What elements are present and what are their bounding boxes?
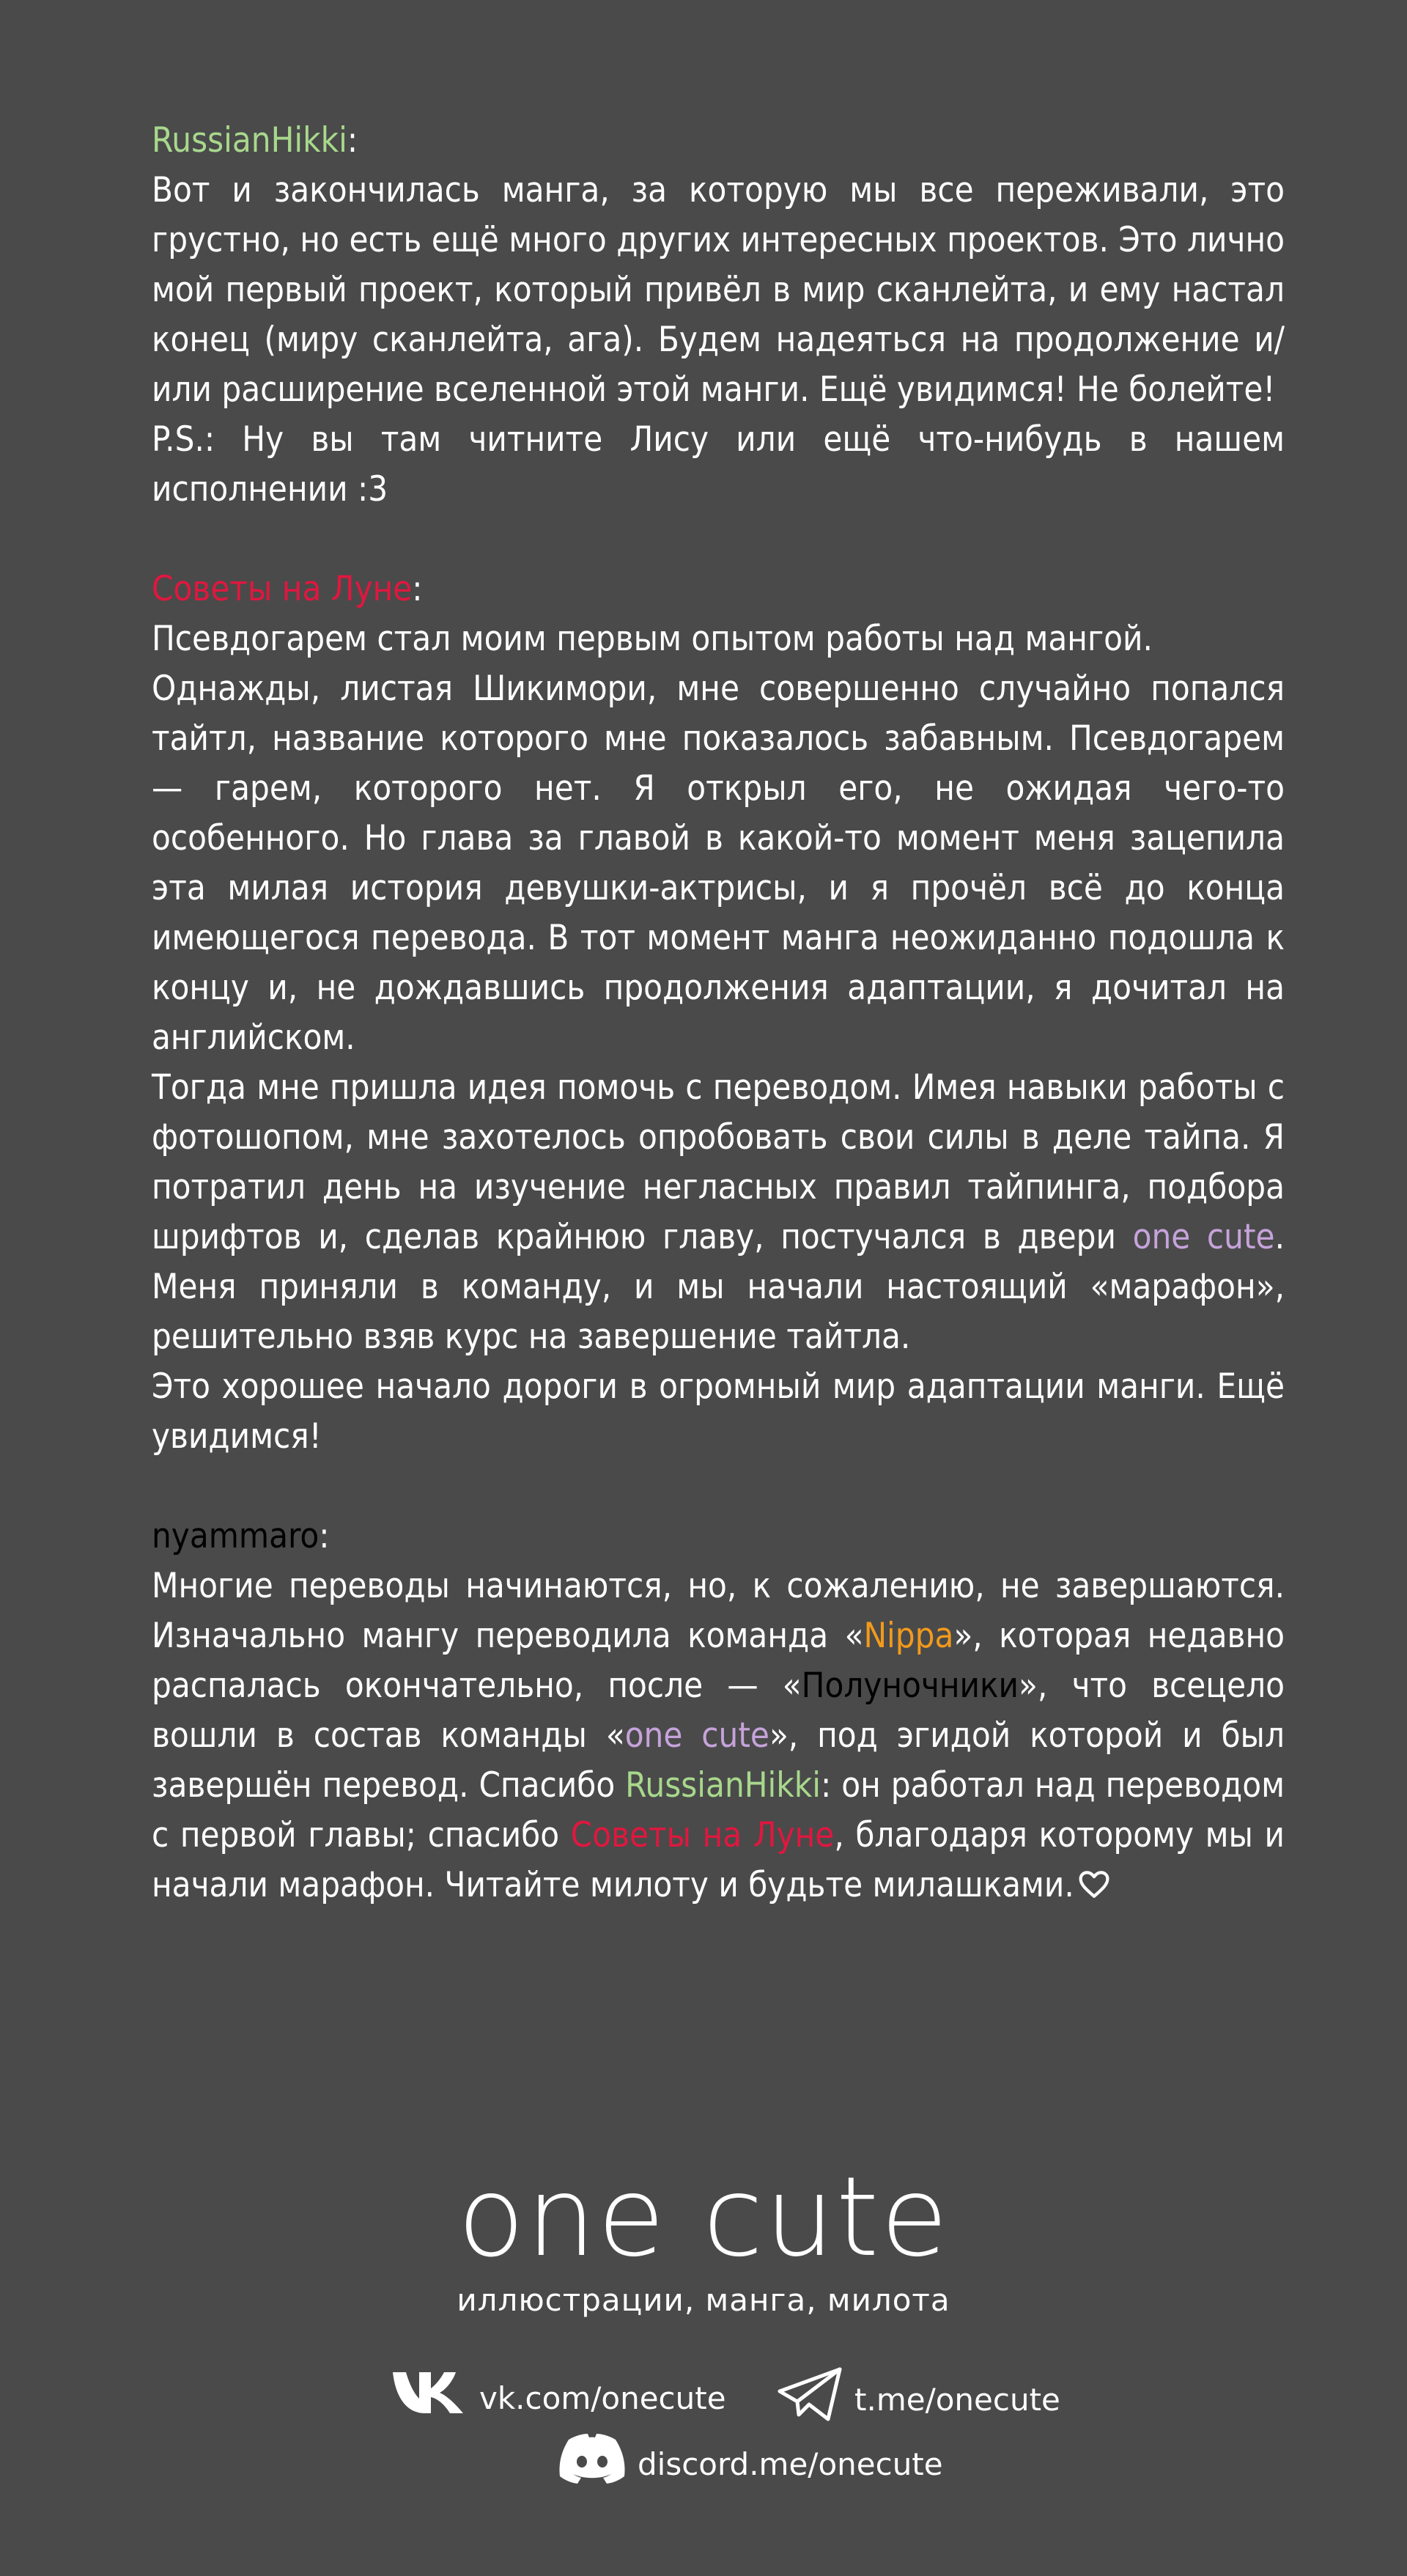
author-colon: :	[347, 120, 358, 161]
vk-url: vk.com/onecute	[479, 2380, 726, 2416]
paragraph: Это хорошее начало дороги в огромный мир адаптации манги. Ещё увидимся!	[152, 1366, 1285, 1457]
telegram-icon	[777, 2366, 844, 2434]
paragraph-text: . Меня приняли в команду, и мы начали настоящий «марафон», решительно взяв курс на завершение тайтла.	[152, 1217, 1285, 1357]
author-mention-sovety: Советы на Луне	[570, 1815, 835, 1855]
paragraph: Вот и закончилась манга, за которую мы все переживали, это грустно, но есть ещё много других интересных проектов. Это лично мой первый проект, который привёл в мир сканлейта, и ему настал конец (миру сканлейта, ага). Будем надеяться на продолжение и/или расширение вселенной этой манги. Ещё увидимся! Не болейте!	[152, 170, 1285, 410]
paragraph-text: », что всецело вошли в состав команды «	[152, 1666, 1285, 1756]
logo-tagline: иллюстрации, манга, милота	[457, 2282, 950, 2318]
team-name-polunochniki: Полуночники	[801, 1666, 1019, 1706]
telegram-link[interactable]	[777, 2366, 1060, 2434]
telegram-url: t.me/onecute	[854, 2382, 1060, 2418]
author-colon: :	[412, 569, 423, 609]
author-colon: :	[319, 1516, 330, 1556]
author-mention-russianhikki: RussianHikki	[625, 1765, 821, 1806]
team-name-onecute: one cute	[1132, 1217, 1275, 1257]
discord-link[interactable]	[557, 2432, 943, 2497]
section-nyammaro	[152, 1512, 1285, 1913]
paragraph-text: Многие переводы начинаются, но, к сожалению, не завершаются. Изначально мангу переводила команда «	[152, 1566, 1285, 1656]
paragraph-text: Тогда мне пришла идея помочь с переводом. Имея навыки работы с фотошопом, мне захотелось опробовать свои силы в деле тайпа. Я потратил день на изучение негласных правил тайпинга, подбора шрифтов и, сделав крайнюю главу, постучался в двери	[152, 1067, 1285, 1257]
paragraph-text: », которая недавно распалась окончательно, после — «	[152, 1616, 1285, 1706]
author-line-sovety	[152, 564, 1285, 614]
section-russianhikki	[152, 116, 1285, 515]
heart-outline-icon	[1079, 1863, 1109, 1913]
paragraph-text: », под эгидой которой и был завершён перевод. Спасибо	[152, 1715, 1285, 1806]
credits-text	[152, 116, 1285, 1963]
paragraph	[152, 1063, 1285, 1362]
author-line-russianhikki	[152, 116, 1285, 166]
team-name-nippa: Nippa	[863, 1616, 954, 1656]
author-name-sovety: Советы на Луне	[152, 569, 413, 609]
paragraph-text: , благодаря которому мы и начали марафон. Читайте милоту и будьте милашками.	[152, 1815, 1285, 1905]
postscript: P.S.: Ну вы там читните Лису или ещё что-нибудь в нашем исполнении :3	[152, 419, 1285, 509]
team-logo	[0, 2154, 1407, 2318]
vk-link[interactable]	[390, 2369, 726, 2428]
paragraph: Однажды, листая Шикимори, мне совершенно случайно попался тайтл, название которого мне показалось забавным. Псевдогарем — гарем, которого нет. Я открыл его, не ожидая чего-то особенного. Но глава за главой в какой-то момент меня зацепила эта милая история девушки-актрисы, и я прочёл всё до конца имеющегося перевода. В тот момент манга неожиданно подошла к концу и, не дождавшись продолжения адаптации, я дочитал на английском.	[152, 669, 1285, 1058]
paragraph: Псевдогарем стал моим первым опытом работы над мангой.	[152, 619, 1153, 659]
author-name-russianhikki: RussianHikki	[152, 120, 347, 161]
discord-url: discord.me/onecute	[638, 2446, 943, 2482]
section-sovety	[152, 564, 1285, 1462]
paragraph	[152, 1561, 1285, 1913]
author-line-nyammaro	[152, 1512, 1285, 1561]
logo-wordmark: one cute	[457, 2154, 950, 2281]
author-name-nyammaro: nyammaro	[152, 1516, 320, 1556]
team-name-onecute: one cute	[624, 1715, 769, 1756]
paragraph-text: : он работал над переводом с первой главы; спасибо	[152, 1765, 1285, 1855]
vk-icon	[390, 2369, 469, 2428]
discord-icon	[557, 2432, 627, 2497]
